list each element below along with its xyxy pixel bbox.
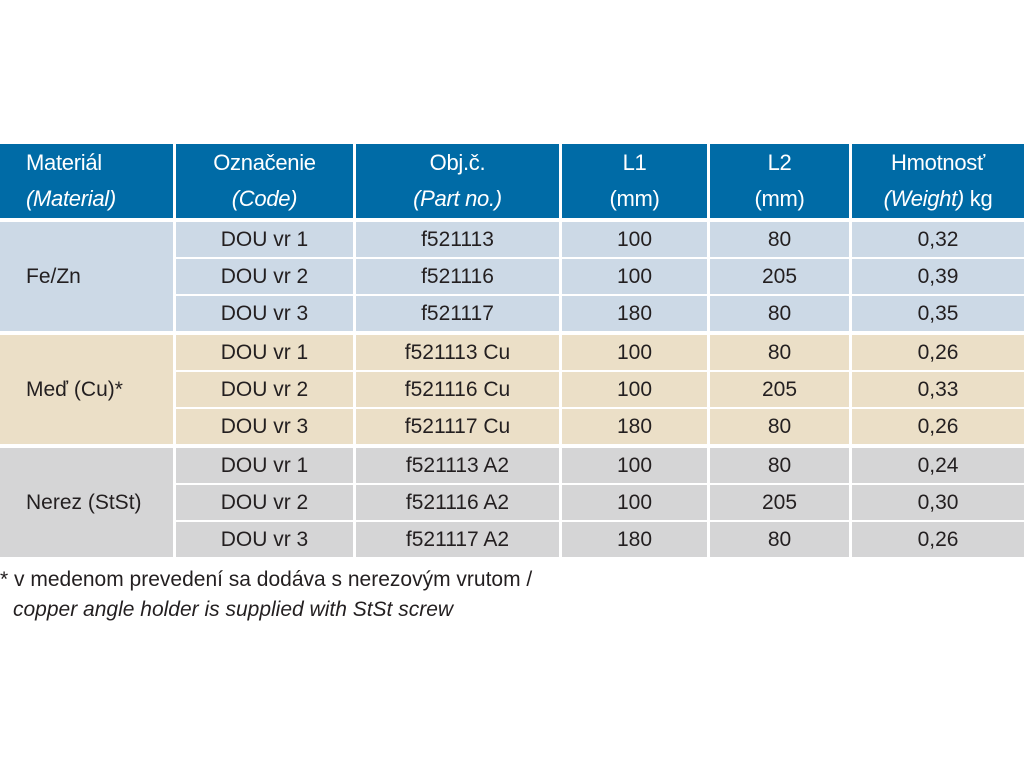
material-cell: Fe/Zn — [0, 218, 176, 331]
material-cell: Nerez (StSt) — [0, 444, 176, 557]
l2-cell: 80 — [710, 331, 852, 370]
material-cell: Meď (Cu)* — [0, 331, 176, 444]
weight-cell: 0,32 — [852, 218, 1024, 257]
header-l1-label: L1 — [622, 150, 647, 175]
product-spec-table — [0, 144, 1024, 557]
weight-cell: 0,24 — [852, 444, 1024, 483]
header-l2-label: L2 — [767, 150, 792, 175]
weight-cell: 0,26 — [852, 331, 1024, 370]
part-cell: f521117 — [356, 294, 562, 331]
code-cell: DOU vr 3 — [176, 294, 356, 331]
part-cell: f521116 — [356, 257, 562, 294]
part-cell: f521113 A2 — [356, 444, 562, 483]
l2-cell: 80 — [710, 407, 852, 444]
footnote — [0, 565, 532, 625]
l1-cell: 100 — [562, 444, 710, 483]
header-code — [176, 144, 356, 218]
weight-cell: 0,30 — [852, 483, 1024, 520]
header-weight — [852, 144, 1024, 218]
header-part-no — [356, 144, 562, 218]
footnote-line-en: copper angle holder is supplied with StSt screw — [13, 598, 454, 621]
l2-cell: 80 — [710, 218, 852, 257]
l1-cell: 100 — [562, 370, 710, 407]
l1-cell: 180 — [562, 294, 710, 331]
header-code-en: (Code) — [231, 186, 298, 211]
l2-cell: 80 — [710, 520, 852, 557]
header-weight-unit: kg — [963, 186, 993, 211]
weight-cell: 0,35 — [852, 294, 1024, 331]
header-l2 — [710, 144, 852, 218]
l1-cell: 100 — [562, 257, 710, 294]
table-body — [0, 218, 1024, 557]
l1-cell: 100 — [562, 483, 710, 520]
table-row — [0, 218, 1024, 257]
code-cell: DOU vr 3 — [176, 407, 356, 444]
header-material-en: (Material) — [26, 186, 116, 211]
l1-cell: 100 — [562, 331, 710, 370]
code-cell: DOU vr 2 — [176, 370, 356, 407]
weight-cell: 0,26 — [852, 520, 1024, 557]
part-cell: f521113 — [356, 218, 562, 257]
l1-cell: 180 — [562, 407, 710, 444]
header-material-cz: Materiál — [26, 150, 102, 175]
part-cell: f521116 A2 — [356, 483, 562, 520]
l2-cell: 80 — [710, 444, 852, 483]
header-l1 — [562, 144, 710, 218]
part-cell: f521116 Cu — [356, 370, 562, 407]
header-part-cz: Obj.č. — [429, 150, 486, 175]
part-cell: f521113 Cu — [356, 331, 562, 370]
header-code-cz: Označenie — [213, 150, 316, 175]
l2-cell: 80 — [710, 294, 852, 331]
header-part-en: (Part no.) — [413, 186, 502, 211]
header-weight-cz: Hmotnosť — [891, 150, 985, 175]
weight-cell: 0,33 — [852, 370, 1024, 407]
l2-cell: 205 — [710, 483, 852, 520]
code-cell: DOU vr 3 — [176, 520, 356, 557]
code-cell: DOU vr 2 — [176, 257, 356, 294]
l1-cell: 100 — [562, 218, 710, 257]
part-cell: f521117 Cu — [356, 407, 562, 444]
weight-cell: 0,26 — [852, 407, 1024, 444]
code-cell: DOU vr 1 — [176, 444, 356, 483]
l2-cell: 205 — [710, 370, 852, 407]
footnote-line-cz: * v medenom prevedení sa dodáva s nerezovým vrutom / — [0, 568, 533, 591]
code-cell: DOU vr 1 — [176, 331, 356, 370]
table-header — [0, 144, 1024, 218]
weight-cell: 0,39 — [852, 257, 1024, 294]
header-weight-en: (Weight) — [883, 186, 964, 211]
code-cell: DOU vr 2 — [176, 483, 356, 520]
header-l2-unit: (mm) — [754, 186, 805, 211]
header-weight-en-line — [852, 181, 1024, 217]
table-row — [0, 444, 1024, 483]
header-row — [0, 144, 1024, 218]
l2-cell: 205 — [710, 257, 852, 294]
part-cell: f521117 A2 — [356, 520, 562, 557]
header-material — [0, 144, 176, 218]
l1-cell: 180 — [562, 520, 710, 557]
code-cell: DOU vr 1 — [176, 218, 356, 257]
table-row — [0, 331, 1024, 370]
header-l1-unit: (mm) — [609, 186, 660, 211]
